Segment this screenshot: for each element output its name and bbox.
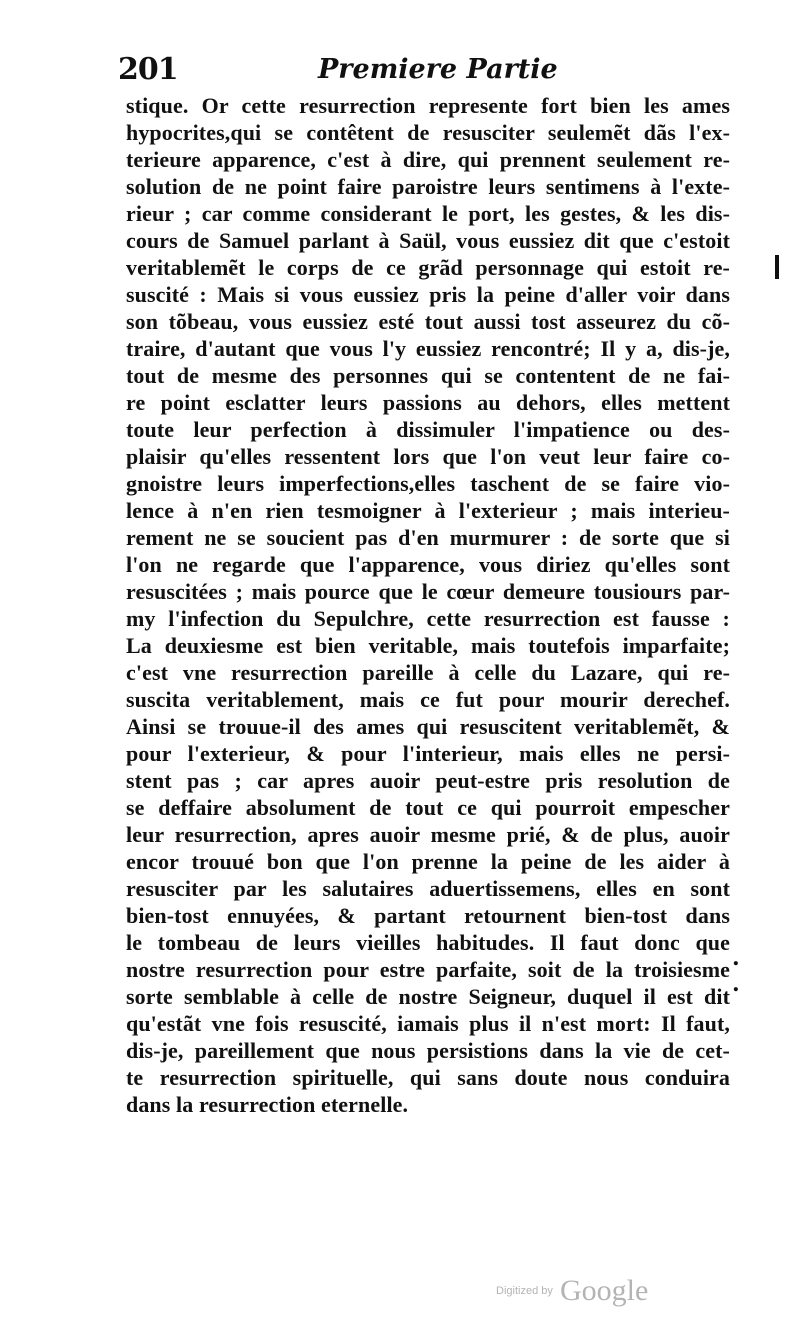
text-line: rement ne se soucient pas d'en murmurer : de sorte que si bbox=[126, 525, 730, 550]
google-logo: Google bbox=[559, 1274, 649, 1307]
text-line: La deuxiesme est bien veritable, mais toutefois imparfaite; bbox=[126, 633, 730, 658]
text-line: se deffaire absolument de tout ce qui pourroit empescher bbox=[126, 795, 730, 820]
text-line: stique. Or cette resurrection represente fort bien les ames bbox=[126, 93, 730, 118]
text-line: sorte semblable à celle de nostre Seigneur, duquel il est dit bbox=[126, 984, 730, 1009]
text-line: leur resurrection, apres auoir mesme prié, & de plus, auoir bbox=[126, 822, 730, 847]
body-text bbox=[126, 92, 730, 1118]
digitized-watermark bbox=[496, 1274, 648, 1308]
text-line: terieure apparence, c'est à dire, qui prennent seulement re- bbox=[126, 147, 730, 172]
text-line: toute leur perfection à dissimuler l'impatience ou des- bbox=[126, 417, 730, 442]
text-line: pour l'exterieur, & pour l'interieur, mais elles ne persi- bbox=[126, 741, 730, 766]
page-header bbox=[118, 52, 678, 92]
text-line: tout de mesme des personnes qui se contentent de ne fai- bbox=[126, 363, 730, 388]
text-line: hypocrites,qui se contêtent de resusciter seulemẽt dãs l'ex- bbox=[126, 120, 730, 145]
text-line: veritablemẽt le corps de ce grãd personnage qui estoit re- bbox=[126, 255, 730, 280]
text-line: son tõbeau, vous eussiez esté tout aussi tost asseurez du cõ- bbox=[126, 309, 730, 334]
watermark-prefix: Digitized by bbox=[496, 1285, 553, 1297]
margin-mark bbox=[775, 255, 779, 279]
text-line: le tombeau de leurs vieilles habitudes. Il faut donc que bbox=[126, 930, 730, 955]
text-line: rieur ; car comme considerant le port, les gestes, & les dis- bbox=[126, 201, 730, 226]
text-line: gnoistre leurs imperfections,elles taschent de se faire vio- bbox=[126, 471, 730, 496]
text-line: suscité : Mais si vous eussiez pris la peine d'aller voir dans bbox=[126, 282, 730, 307]
margin-dots: . . bbox=[732, 945, 754, 997]
text-line: dans la resurrection eternelle. bbox=[126, 1092, 409, 1117]
text-line: lence à n'en rien tesmoigner à l'exterieur ; mais interieu- bbox=[126, 498, 730, 523]
text-line: traire, d'autant que vous l'y eussiez rencontré; Il y a, dis-je, bbox=[126, 336, 730, 361]
page-number: 201 bbox=[118, 52, 178, 87]
text-line: Ainsi se trouue-il des ames qui resuscitent veritablemẽt, & bbox=[126, 714, 730, 739]
text-line: te resurrection spirituelle, qui sans doute nous conduira bbox=[126, 1065, 730, 1090]
text-line: qu'estãt vne fois resuscité, iamais plus il n'est mort: Il faut, bbox=[126, 1011, 730, 1036]
text-line: stent pas ; car apres auoir peut-estre pris resolution de bbox=[126, 768, 730, 793]
text-line: solution de ne point faire paroistre leurs sentimens à l'exte- bbox=[126, 174, 730, 199]
text-line: dis-je, pareillement que nous persistions dans la vie de cet- bbox=[126, 1038, 730, 1063]
text-line: nostre resurrection pour estre parfaite, soit de la troisiesme bbox=[126, 957, 730, 982]
running-head: Premiere Partie bbox=[318, 54, 558, 85]
text-line: c'est vne resurrection pareille à celle du Lazare, qui re- bbox=[126, 660, 730, 685]
text-line: resuscitées ; mais pource que le cœur demeure tousiours par- bbox=[126, 579, 730, 604]
text-line: encor trouué bon que l'on prenne la peine de les aider à bbox=[126, 849, 730, 874]
text-line: l'on ne regarde que l'apparence, vous diriez qu'elles sont bbox=[126, 552, 730, 577]
text-line: suscita veritablement, mais ce fut pour mourir derechef. bbox=[126, 687, 730, 712]
text-line: bien-tost ennuyées, & partant retournent bien-tost dans bbox=[126, 903, 730, 928]
text-line: resusciter par les salutaires aduertissemens, elles en sont bbox=[126, 876, 730, 901]
text-line: plaisir qu'elles ressentent lors que l'on veut leur faire co- bbox=[126, 444, 730, 469]
text-line: cours de Samuel parlant à Saül, vous eussiez dit que c'estoit bbox=[126, 228, 730, 253]
text-line: re point esclatter leurs passions au dehors, elles mettent bbox=[126, 390, 730, 415]
text-line: my l'infection du Sepulchre, cette resurrection est fausse : bbox=[126, 606, 730, 631]
